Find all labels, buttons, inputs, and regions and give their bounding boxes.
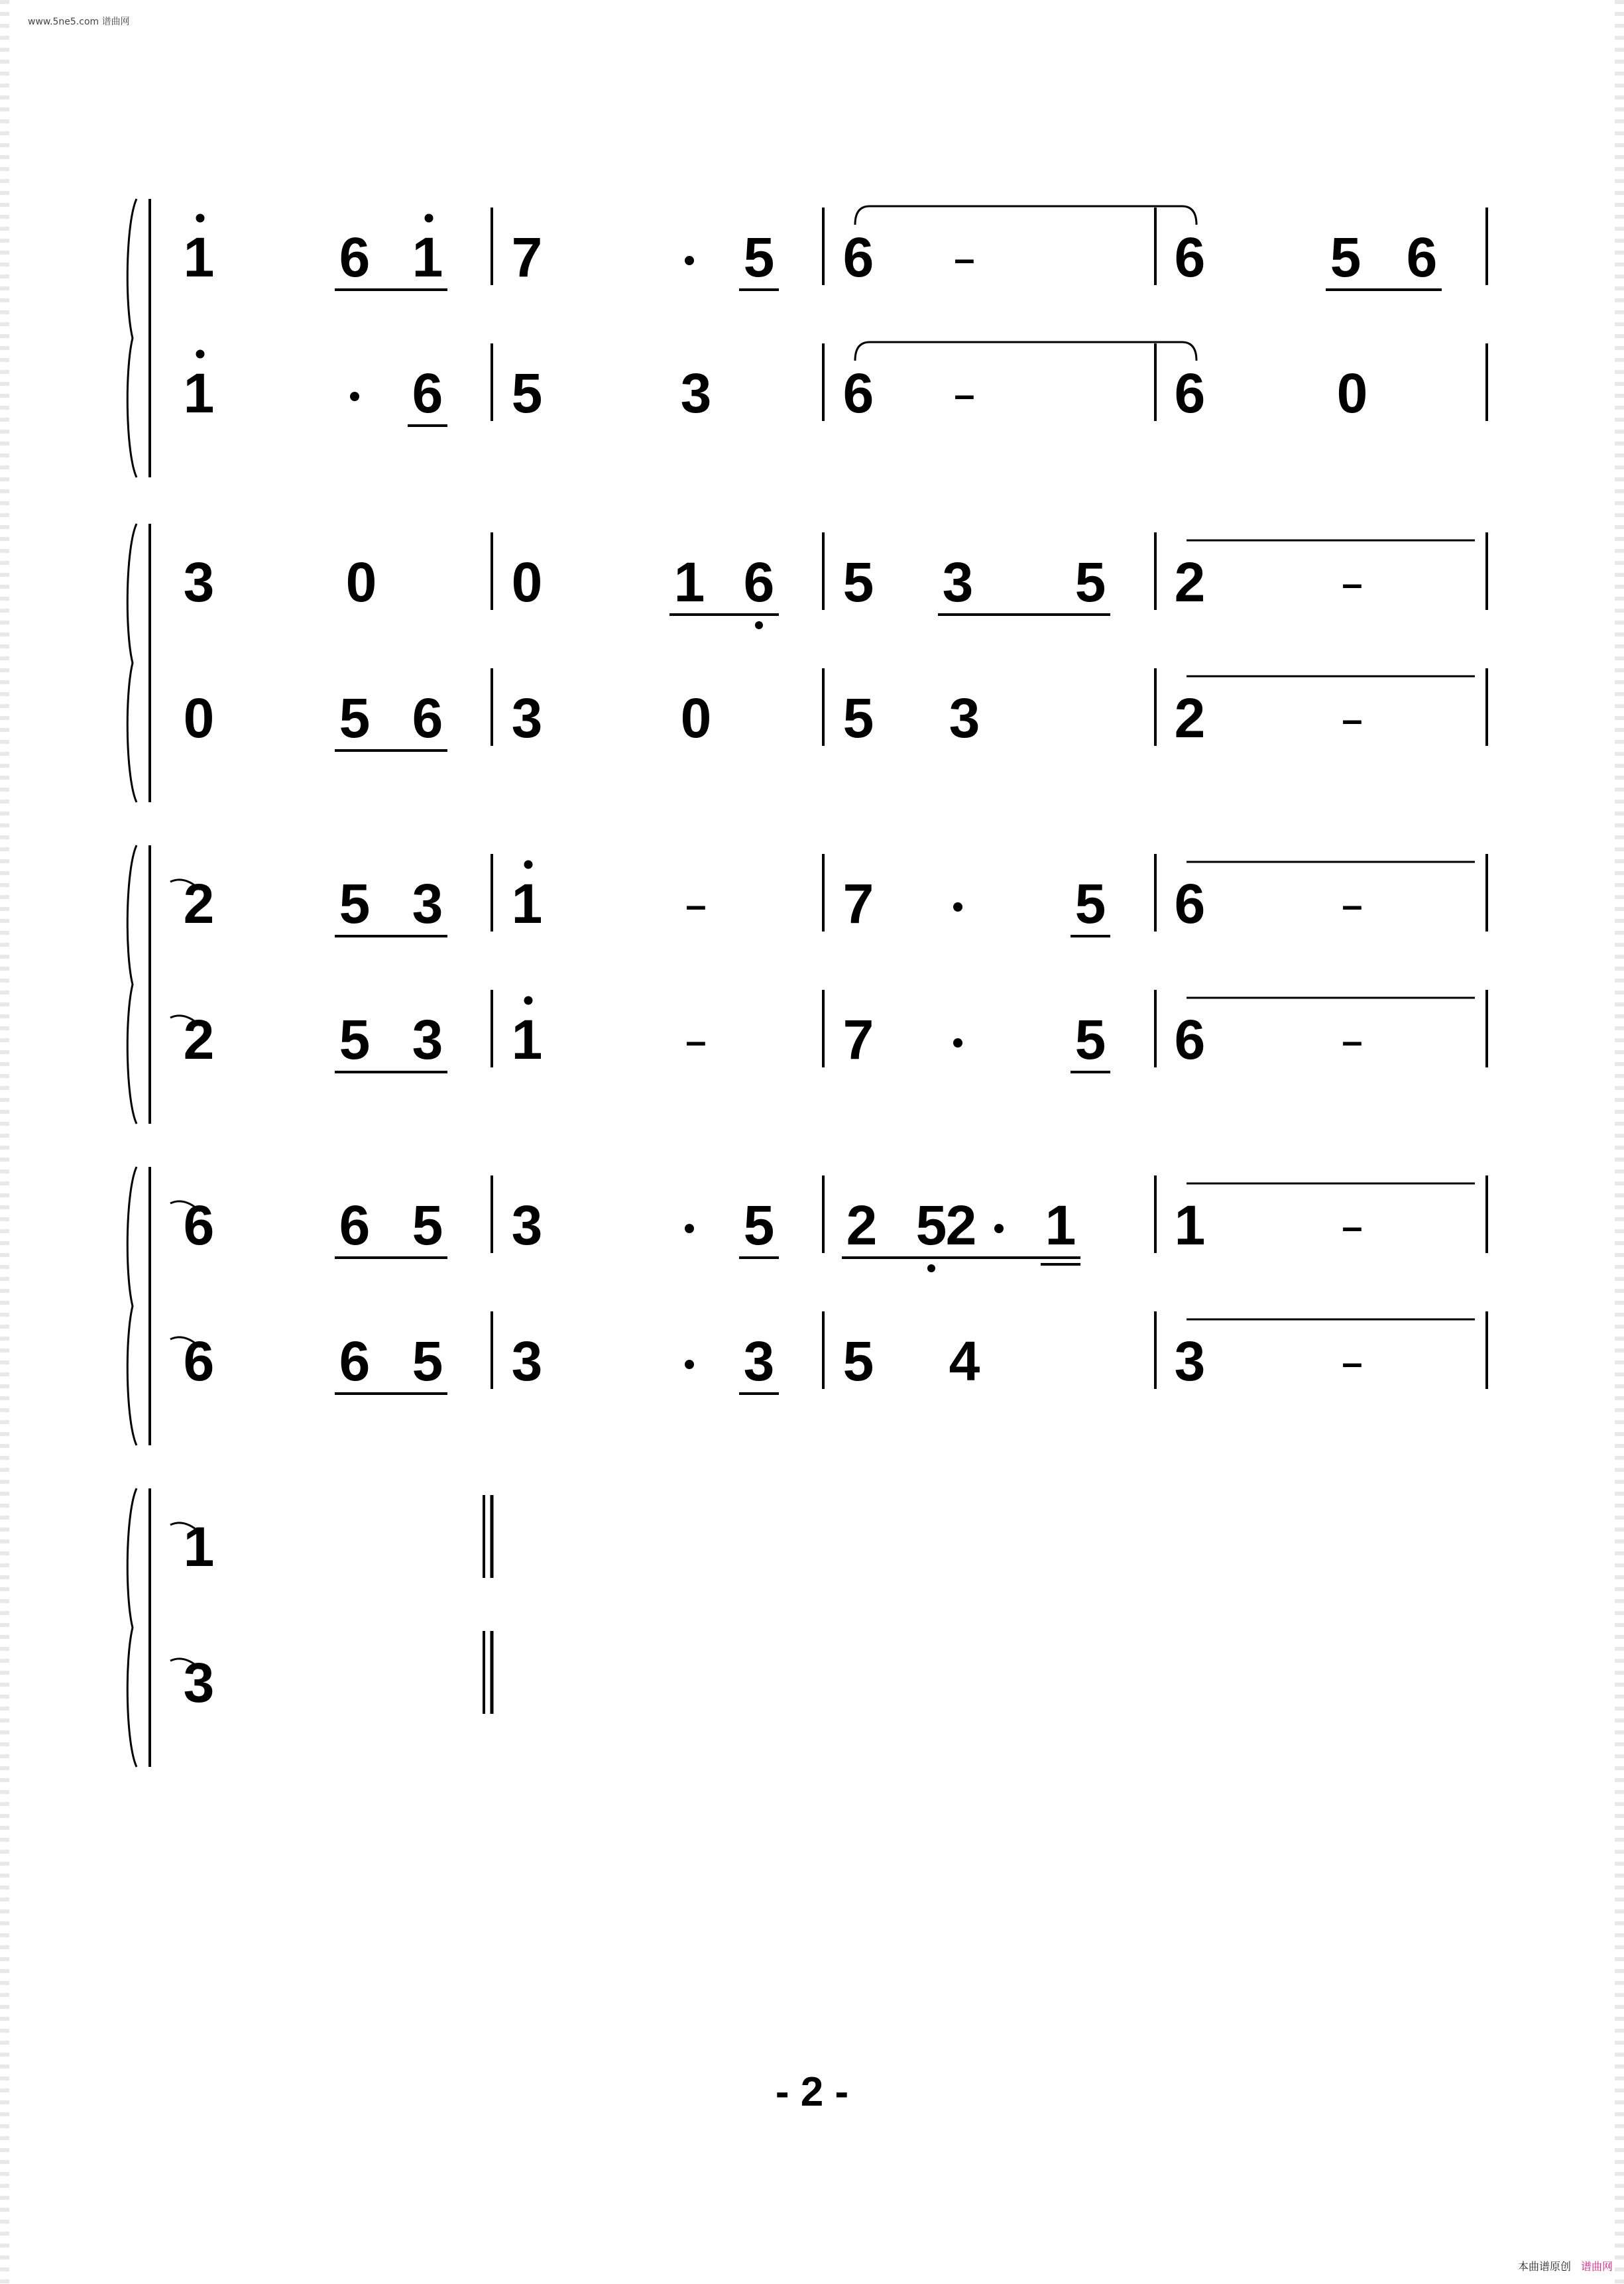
note-2: 2: [846, 1194, 878, 1256]
duration-dot: [350, 392, 359, 401]
note-6: 6: [1174, 1008, 1206, 1071]
lower-part: [170, 1311, 1487, 1394]
system-1: [127, 199, 1487, 477]
note-0: 0: [1336, 362, 1368, 424]
duration-dot: [953, 902, 962, 912]
note-3: 3: [1174, 1330, 1206, 1392]
duration-dot: [685, 1360, 694, 1369]
system-brace: [127, 1167, 137, 1445]
note-1: 1: [412, 226, 443, 288]
note-6: 6: [183, 1330, 215, 1392]
note-0: 0: [183, 687, 215, 749]
sustain-dash: –: [1342, 1341, 1363, 1383]
note-7: 7: [842, 872, 874, 935]
sustain-dash: –: [954, 237, 975, 279]
octave-low-dot: [927, 1264, 935, 1272]
footer-brand: 谱曲网: [1581, 2260, 1613, 2273]
note-6: 6: [1174, 362, 1206, 424]
duration-dot: [685, 1224, 694, 1233]
note-7: 7: [511, 226, 543, 288]
note-5: 5: [511, 362, 543, 424]
note-6: 6: [1174, 226, 1206, 288]
sustain-dash: –: [1342, 1205, 1363, 1247]
note-6: 6: [339, 226, 371, 288]
note-0: 0: [680, 687, 712, 749]
note-6: 6: [339, 1194, 371, 1256]
note-0: 0: [511, 551, 543, 613]
note-5: 5: [1074, 1008, 1106, 1071]
note-2: 2: [1174, 551, 1206, 613]
note-5: 5: [1330, 226, 1362, 288]
sustain-dash: –: [1342, 884, 1363, 926]
note-5: 5: [339, 1008, 371, 1071]
system-brace: [127, 524, 137, 802]
note-5: 5: [915, 1194, 947, 1256]
sustain-dash: –: [1342, 1020, 1363, 1061]
note-6: 6: [412, 362, 443, 424]
note-2: 2: [183, 1008, 215, 1071]
note-3: 3: [511, 687, 543, 749]
note-3: 3: [743, 1330, 775, 1392]
system-5: [127, 1488, 492, 1767]
note-6: 6: [339, 1330, 371, 1392]
note-3: 3: [942, 551, 974, 613]
note-2: 2: [945, 1194, 977, 1256]
system-brace: [127, 1488, 137, 1767]
note-1: 1: [511, 1008, 543, 1071]
sustain-dash: –: [1342, 562, 1363, 604]
note-3: 3: [183, 1652, 215, 1714]
note-3: 3: [412, 872, 443, 935]
duration-dot: [994, 1224, 1004, 1233]
octave-high-dot: [425, 214, 434, 223]
note-0: 0: [345, 551, 377, 613]
note-5: 5: [842, 1330, 874, 1392]
lower-part: [170, 1631, 492, 1714]
note-6: 6: [1174, 872, 1206, 935]
note-5: 5: [743, 226, 775, 288]
note-5: 5: [412, 1194, 443, 1256]
sustain-dash: –: [685, 884, 707, 926]
octave-high-dot: [196, 350, 205, 359]
duration-dot: [685, 256, 694, 265]
note-5: 5: [743, 1194, 775, 1256]
upper-part: [170, 1495, 492, 1578]
note-2: 2: [1174, 687, 1206, 749]
system-brace: [127, 845, 137, 1124]
note-5: 5: [339, 687, 371, 749]
lower-part: [184, 343, 1487, 426]
system-2: [127, 524, 1487, 802]
lower-part: [184, 668, 1487, 751]
sustain-dash: –: [685, 1020, 707, 1061]
tie: [855, 342, 1196, 361]
note-2: 2: [183, 872, 215, 935]
note-6: 6: [743, 551, 775, 613]
system-3: [127, 845, 1487, 1124]
upper-part: [184, 208, 1487, 290]
duration-dot: [953, 1038, 962, 1048]
note-6: 6: [842, 226, 874, 288]
note-1: 1: [1174, 1194, 1206, 1256]
note-3: 3: [949, 687, 980, 749]
footer-note: 本曲谱原创: [1518, 2260, 1572, 2273]
octave-high-dot: [196, 214, 205, 223]
octave-high-dot: [524, 861, 533, 869]
note-5: 5: [1074, 872, 1106, 935]
system-brace: [127, 199, 137, 477]
note-5: 5: [1074, 551, 1106, 613]
note-6: 6: [842, 362, 874, 424]
tie: [855, 206, 1196, 225]
note-1: 1: [511, 872, 543, 935]
note-1: 1: [183, 362, 215, 424]
note-5: 5: [842, 551, 874, 613]
note-3: 3: [511, 1194, 543, 1256]
note-3: 3: [511, 1330, 543, 1392]
note-5: 5: [842, 687, 874, 749]
note-3: 3: [183, 551, 215, 613]
sustain-dash: –: [1342, 698, 1363, 740]
lower-part: [170, 990, 1487, 1072]
note-3: 3: [412, 1008, 443, 1071]
note-6: 6: [1406, 226, 1438, 288]
note-1: 1: [1045, 1194, 1076, 1256]
note-4: 4: [949, 1330, 980, 1392]
site-header: www.5ne5.com 谱曲网: [28, 17, 130, 27]
system-4: [127, 1167, 1487, 1445]
octave-low-dot: [755, 621, 763, 629]
note-1: 1: [183, 1516, 215, 1578]
octave-high-dot: [524, 996, 533, 1005]
page-number: - 2 -: [775, 2069, 849, 2115]
note-3: 3: [680, 362, 712, 424]
note-5: 5: [412, 1330, 443, 1392]
upper-part: [170, 1175, 1487, 1272]
note-1: 1: [183, 226, 215, 288]
note-7: 7: [842, 1008, 874, 1071]
note-6: 6: [412, 687, 443, 749]
upper-part: [170, 854, 1487, 936]
upper-part: [184, 532, 1487, 629]
sustain-dash: –: [954, 373, 975, 415]
note-5: 5: [339, 872, 371, 935]
note-6: 6: [183, 1194, 215, 1256]
note-1: 1: [673, 551, 705, 613]
